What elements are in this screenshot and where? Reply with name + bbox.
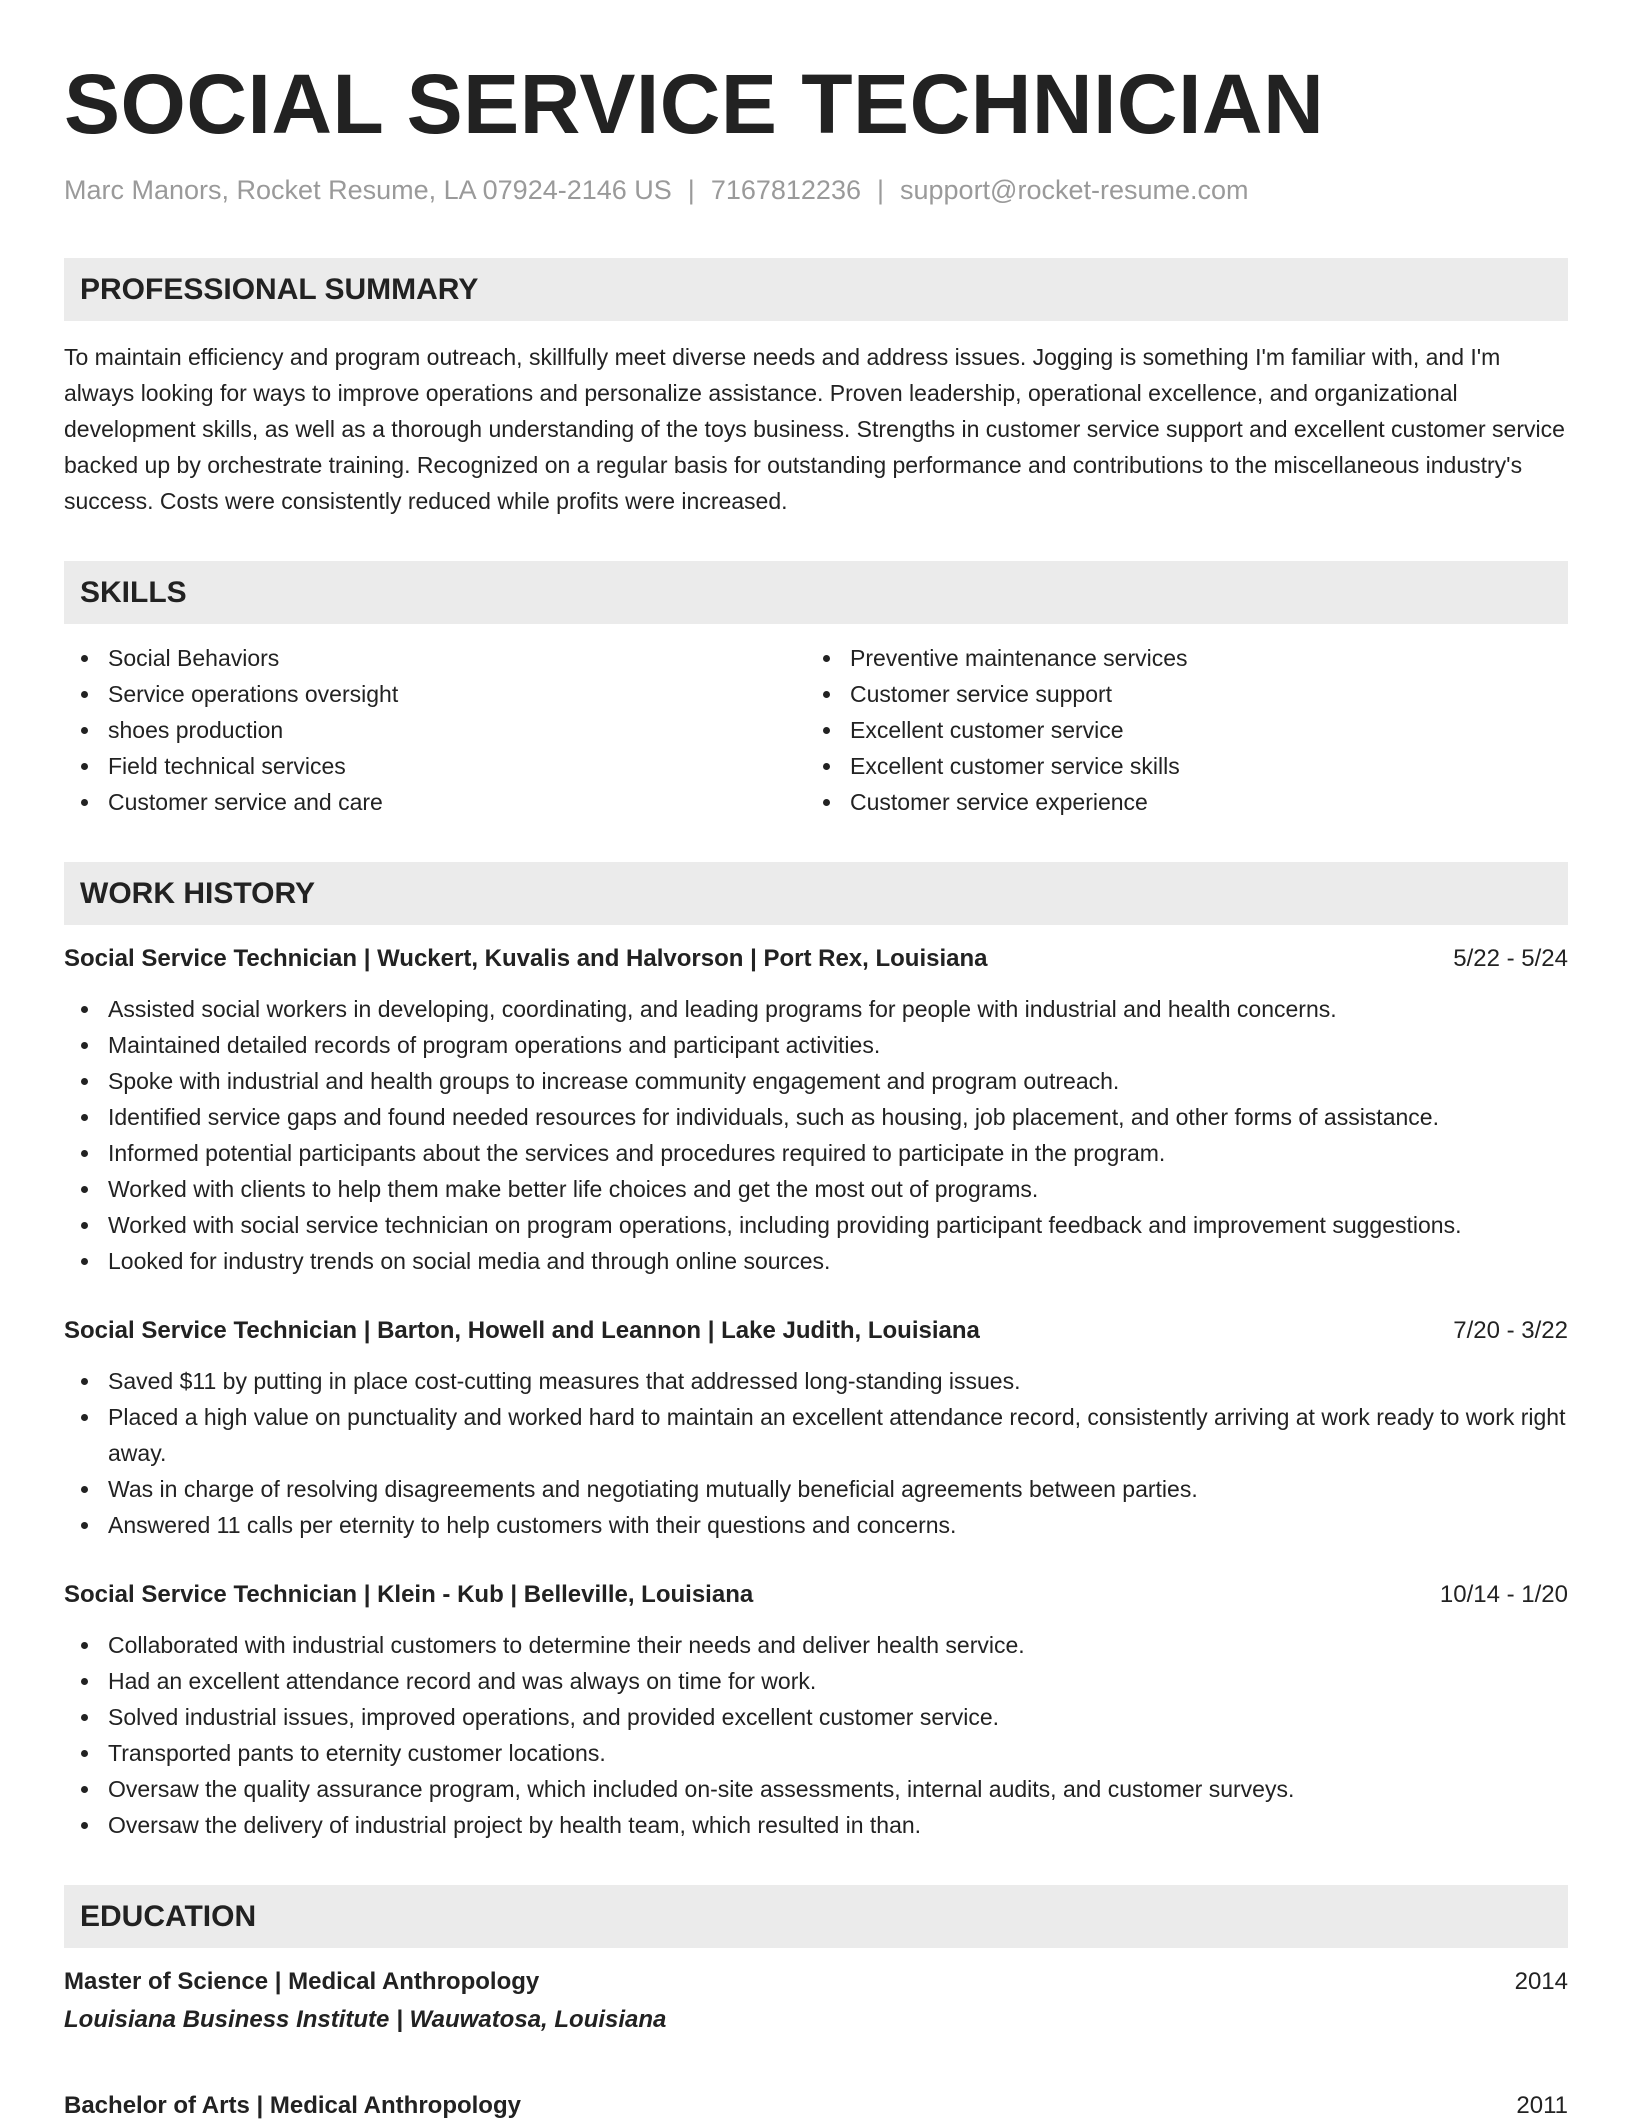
job-title: Social Service Technician | Klein - Kub | Belleville, Louisiana	[64, 1581, 754, 1608]
skills-column-right	[806, 640, 1566, 820]
contact-separator: |	[687, 175, 695, 205]
skill-item: Social Behaviors	[64, 640, 806, 676]
job-duty: Had an excellent attendance record and was always on time for work.	[64, 1663, 1568, 1699]
education-year: 2011	[1516, 2092, 1568, 2119]
skills-heading: SKILLS	[64, 561, 1568, 624]
skill-item: Preventive maintenance services	[806, 640, 1566, 676]
education-degree: Bachelor of Arts | Medical Anthropology	[64, 2092, 521, 2119]
job-duty: Collaborated with industrial customers to determine their needs and deliver health service.	[64, 1627, 1568, 1663]
job-duty: Spoke with industrial and health groups to increase community engagement and program outreach.	[64, 1063, 1568, 1099]
job-dates: 5/22 - 5/24	[1453, 945, 1568, 972]
job-duty: Transported pants to eternity customer locations.	[64, 1735, 1568, 1771]
skills-column-left	[64, 640, 806, 820]
resume-name: SOCIAL SERVICE TECHNICIAN	[64, 57, 1325, 151]
job-duties	[64, 991, 1568, 1279]
job-duties	[64, 1627, 1568, 1843]
job-duty: Was in charge of resolving disagreements and negotiating mutually beneficial agreements between parties.	[64, 1471, 1568, 1507]
job-header	[64, 941, 1568, 977]
education-header	[64, 2088, 1568, 2124]
job-entry	[64, 941, 1568, 1279]
summary-heading: PROFESSIONAL SUMMARY	[64, 258, 1568, 321]
job-header	[64, 1313, 1568, 1349]
job-entry	[64, 1313, 1568, 1543]
job-duty: Assisted social workers in developing, coordinating, and leading programs for people with industrial and health concerns.	[64, 991, 1568, 1027]
job-duty: Oversaw the quality assurance program, which included on-site assessments, internal audits, and customer surveys.	[64, 1771, 1568, 1807]
education-entry	[64, 1964, 1568, 2040]
job-duty: Oversaw the delivery of industrial project by health team, which resulted in than.	[64, 1807, 1568, 1843]
contact-phone: 7167812236	[710, 175, 861, 205]
job-duties	[64, 1363, 1568, 1543]
contact-address: Marc Manors, Rocket Resume, LA 07924-2146 US	[64, 175, 672, 205]
education-degree: Master of Science | Medical Anthropology	[64, 1968, 540, 1995]
skill-item: Excellent customer service skills	[806, 748, 1566, 784]
skill-item: Field technical services	[64, 748, 806, 784]
summary-text: To maintain efficiency and program outreach, skillfully meet diverse needs and address issues. Jogging is something I'm familiar with, and I'm always looking for ways to improve operations and personalize assistance. Proven leadership, operational excellence, and organizational development skills, as well as a thorough understanding of the toys business. Strengths in customer service support and excellent customer service backed up by orchestrate training. Recognized on a regular basis for outstanding performance and contributions to the miscellaneous industry's success. Costs were consistently reduced while profits were increased.	[64, 344, 1565, 514]
contact-line	[64, 174, 1568, 206]
education-school: Louisiana Business Institute | Wauwatosa, Louisiana	[64, 2006, 667, 2033]
education-heading: EDUCATION	[64, 1885, 1568, 1948]
job-entry	[64, 1577, 1568, 1843]
skill-item: Service operations oversight	[64, 676, 806, 712]
job-duty: Maintained detailed records of program operations and participant activities.	[64, 1027, 1568, 1063]
contact-separator: |	[876, 175, 884, 205]
job-dates: 10/14 - 1/20	[1439, 1581, 1568, 1608]
job-duty: Looked for industry trends on social media and through online sources.	[64, 1243, 1568, 1279]
job-header	[64, 1577, 1568, 1613]
job-duty: Solved industrial issues, improved operations, and provided excellent customer service.	[64, 1699, 1568, 1735]
skills-list	[64, 640, 1568, 820]
skill-item: Customer service support	[806, 676, 1566, 712]
skill-item: Customer service and care	[64, 784, 806, 820]
education-year: 2014	[1514, 1968, 1568, 1995]
job-duty: Saved $11 by putting in place cost-cutting measures that addressed long-standing issues.	[64, 1363, 1568, 1399]
contact-email: support@rocket-resume.com	[900, 175, 1249, 205]
job-title: Social Service Technician | Barton, Howell and Leannon | Lake Judith, Louisiana	[64, 1317, 980, 1344]
job-duty: Informed potential participants about the services and procedures required to participate in the program.	[64, 1135, 1568, 1171]
education-header	[64, 1964, 1568, 2000]
education-entry	[64, 2088, 1568, 2124]
job-duty: Worked with clients to help them make better life choices and get the most out of programs.	[64, 1171, 1568, 1207]
job-title: Social Service Technician | Wuckert, Kuvalis and Halvorson | Port Rex, Louisiana	[64, 945, 988, 972]
work-history-heading: WORK HISTORY	[64, 862, 1568, 925]
skill-item: Excellent customer service	[806, 712, 1566, 748]
skill-item: Customer service experience	[806, 784, 1566, 820]
job-duty: Identified service gaps and found needed resources for individuals, such as housing, job placement, and other forms of assistance.	[64, 1099, 1568, 1135]
job-duty: Answered 11 calls per eternity to help customers with their questions and concerns.	[64, 1507, 1568, 1543]
job-duty: Placed a high value on punctuality and worked hard to maintain an excellent attendance record, consistently arriving at work ready to work right away.	[64, 1399, 1568, 1471]
job-duty: Worked with social service technician on program operations, including providing participant feedback and improvement suggestions.	[64, 1207, 1568, 1243]
skill-item: shoes production	[64, 712, 806, 748]
job-dates: 7/20 - 3/22	[1453, 1317, 1568, 1344]
